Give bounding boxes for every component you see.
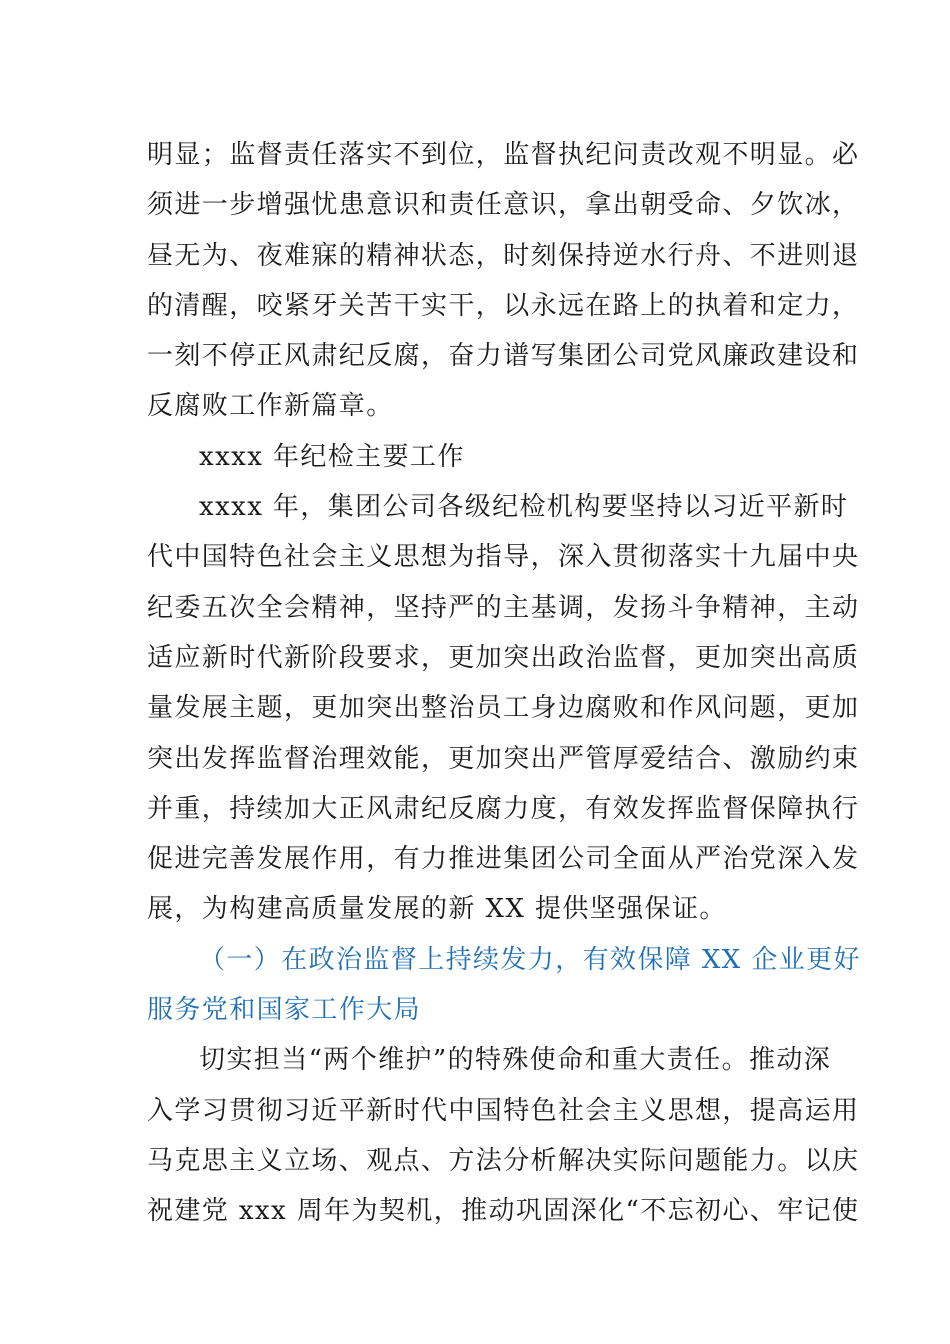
text-line: xxxx 年，集团公司各级纪检机构要坚持以习近平新时 — [199, 492, 849, 523]
section-heading-line: （一）在政治监督上持续发力，有效保障 XX 企业更好 — [199, 944, 861, 975]
text-line: 明显；监督责任落实不到位，监督执纪问责改观不明显。必 — [147, 140, 860, 170]
section-heading-line: 服务党和国家工作大局 — [147, 995, 422, 1026]
text-line: 的清醒，咬紧牙关苦干实干，以永远在路上的执着和定力， — [147, 290, 860, 321]
text-line: 纪委五次全会精神，坚持严的主基调，发扬斗争精神，主动 — [147, 592, 860, 623]
text-line: 展，为构建高质量发展的新 XX 提供坚强保证。 — [147, 894, 727, 925]
text-line: 量发展主题，更加突出整治员工身边腐败和作风问题，更加 — [147, 693, 860, 724]
text-line: 马克思主义立场、观点、方法分析解决实际问题能力。以庆 — [147, 1145, 860, 1176]
text-line: 适应新时代新阶段要求，更加突出政治监督，更加突出高质 — [147, 642, 860, 673]
text-line: xxxx 年纪检主要工作 — [199, 441, 465, 472]
text-line: 须进一步增强忧患意识和责任意识，拿出朝受命、夕饮冰， — [147, 190, 860, 221]
text-line: 祝建党 xxx 周年为契机，推动巩固深化“不忘初心、牢记使 — [147, 1196, 860, 1227]
text-line: 昼无为、夜难寐的精神状态，时刻保持逆水行舟、不进则退 — [147, 240, 860, 271]
text-line: 代中国特色社会主义思想为指导，深入贯彻落实十九届中央 — [147, 542, 860, 573]
document-body — [147, 130, 861, 1237]
text-line: 促进完善发展作用，有力推进集团公司全面从严治党深入发 — [147, 844, 860, 875]
text-line: 入学习贯彻习近平新时代中国特色社会主义思想，提高运用 — [147, 1095, 860, 1126]
text-line: 并重，持续加大正风肃纪反腐力度，有效发挥监督保障执行 — [147, 793, 860, 824]
text-line: 一刻不停正风肃纪反腐，奋力谱写集团公司党风廉政建设和 — [147, 341, 860, 372]
text-line: 反腐败工作新篇章。 — [147, 391, 394, 422]
text-line: 切实担当“两个维护”的特殊使命和重大责任。推动深 — [199, 1045, 832, 1076]
text-line: 突出发挥监督治理效能，更加突出严管厚爱结合、激励约束 — [147, 743, 860, 774]
